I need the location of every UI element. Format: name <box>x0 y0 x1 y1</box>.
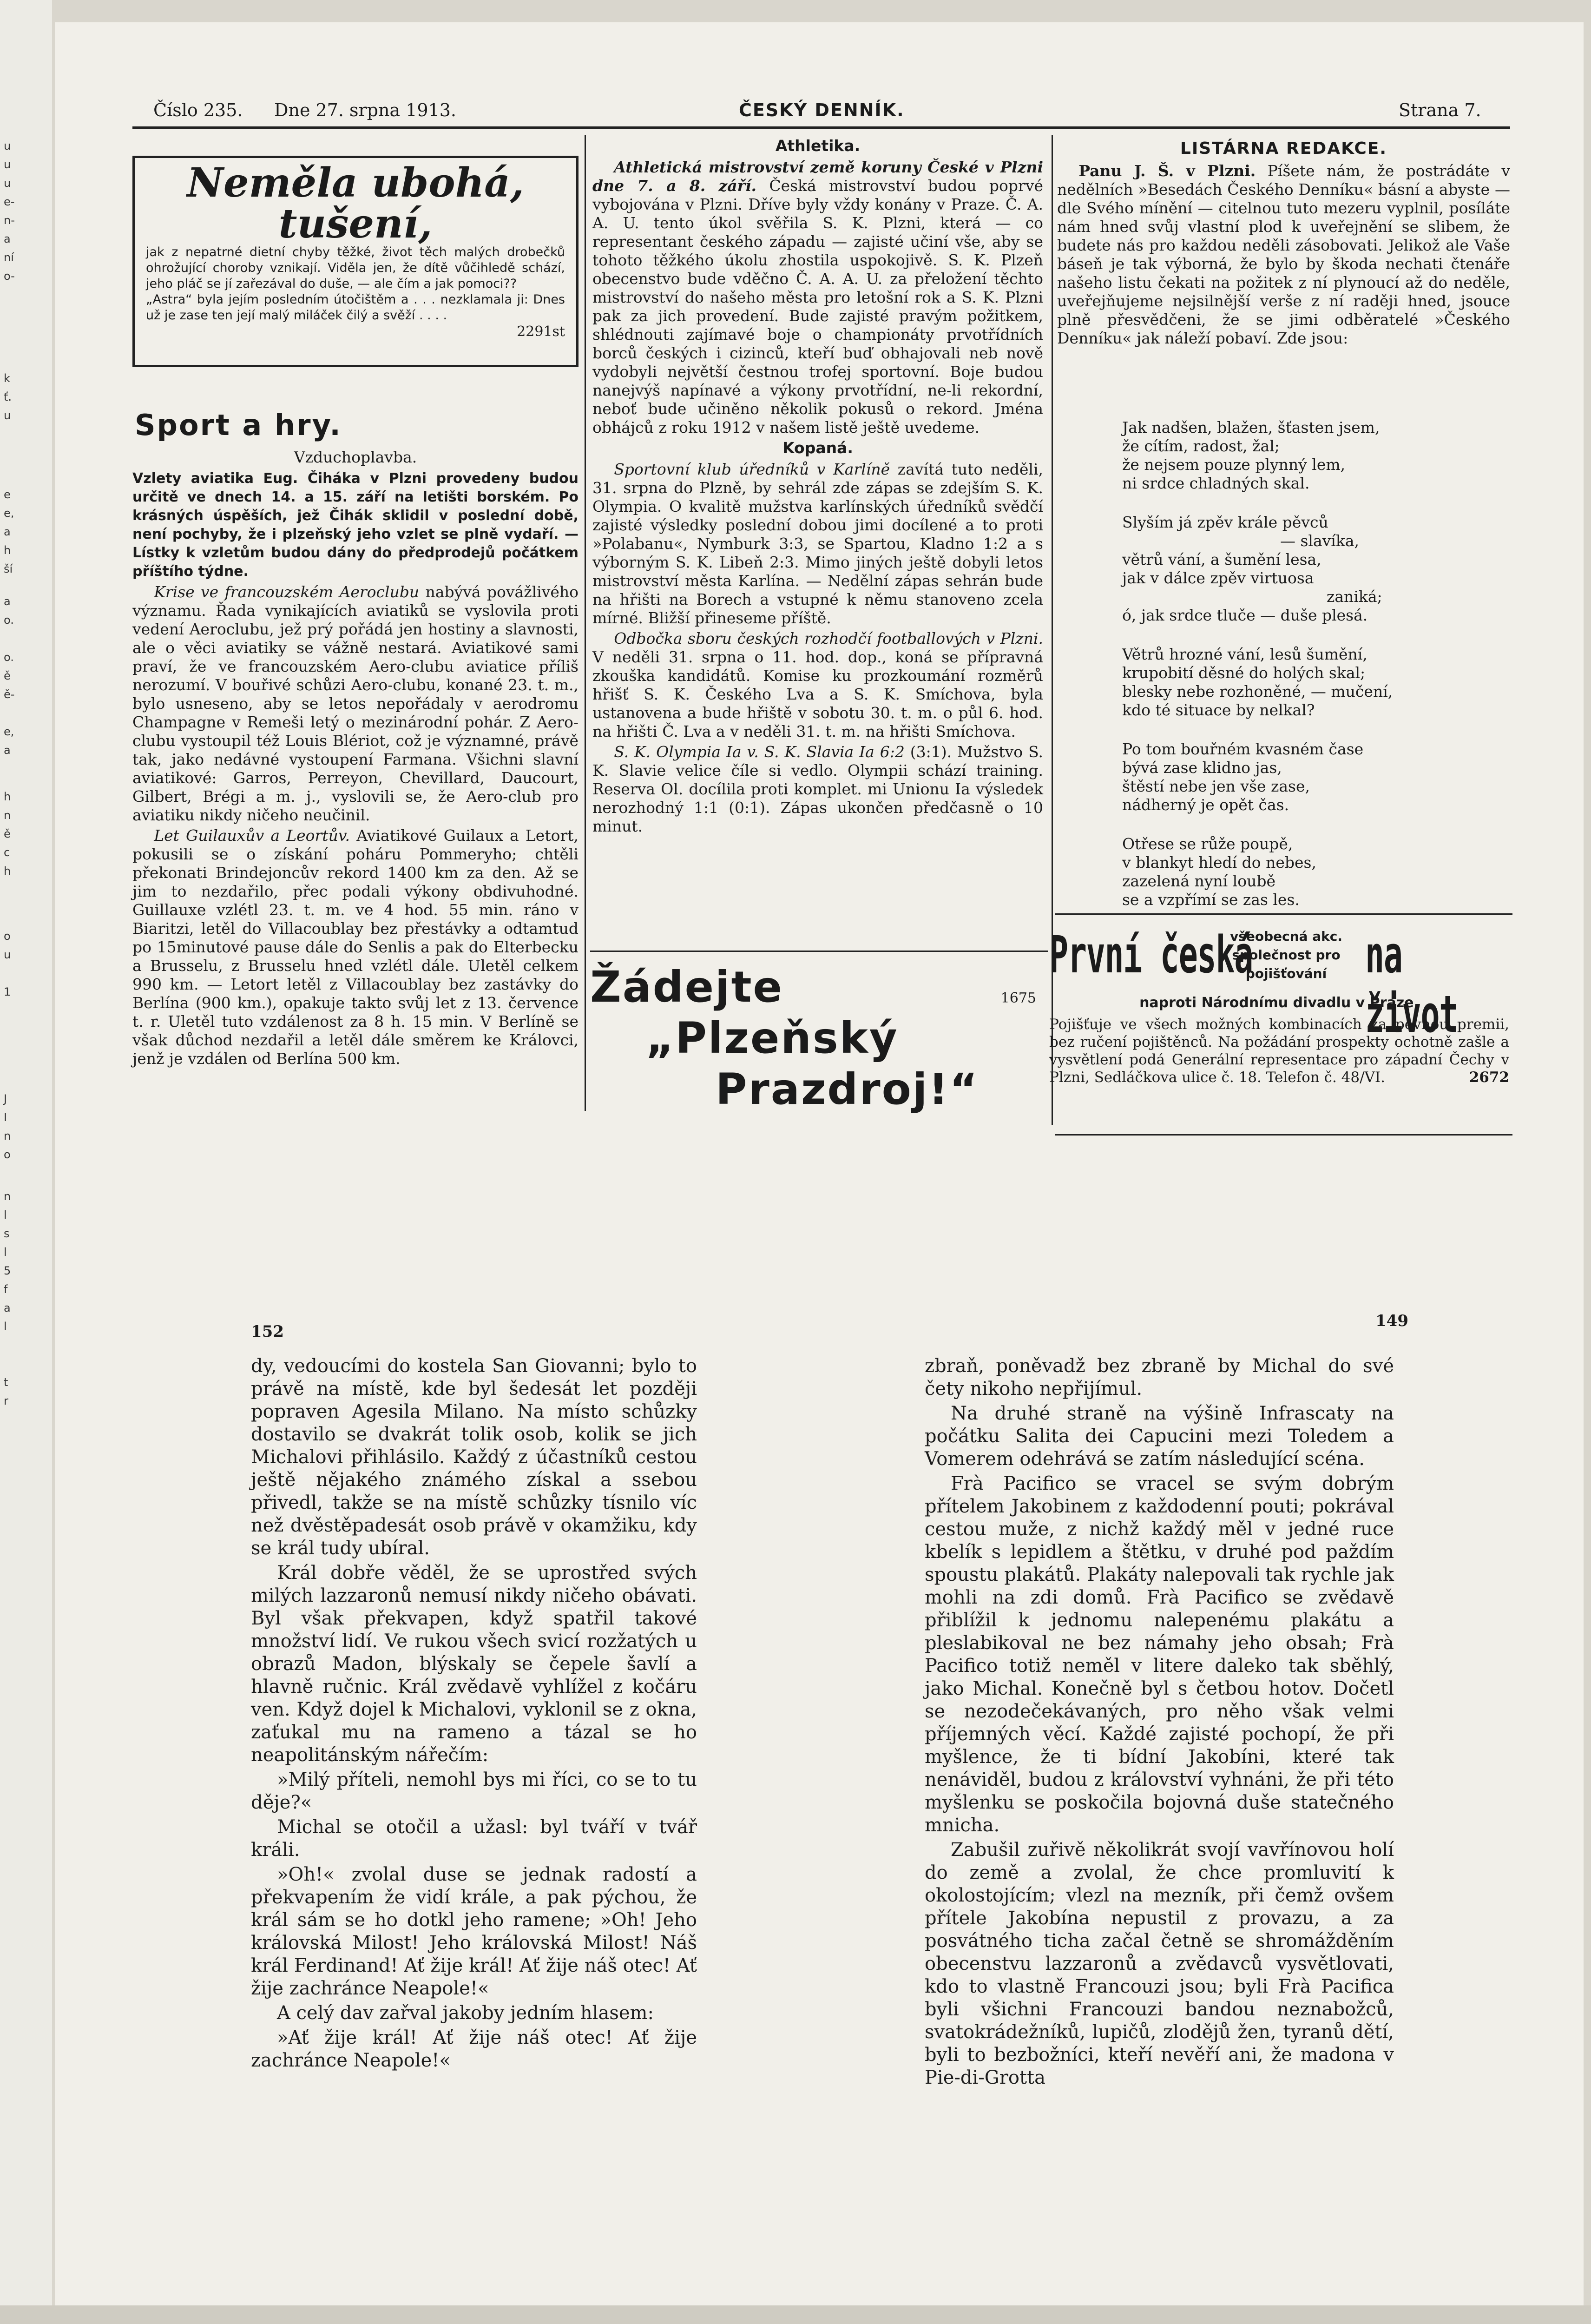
astra-text: jak z nepatrné dietní chyby těžké, život těch malých drobečků ohrožující choroby vznikají. Viděla jen, že dítě vůčihledě schází, jeho pláč se jí zařezával do duše, — ale čím a jak pomoci?? <box>146 245 565 291</box>
poem-line: ni srdce chladných skal. <box>1122 474 1310 492</box>
novel-left-p5: »Oh!« zvolal duse se jednak radostí a překvapením že vidí krále, a pak pýchou, že král sám se ho dotkl jeho ramene; »Oh! Jeho královská Milost! Jeho královská Milost! Náš král Ferdinand! Ať žije král! Ať žije náš otec! Ať žije zachránce Neapole!« <box>251 1864 697 1999</box>
novel-left-p2: Král dobře věděl, že se uprostřed svých milých lazzaronů nemusí nikdy ničeho obávati. Byl však překvapen, když spatřil takové množství lidí. Ve rukou všech svicí rozžatých u obrazů Madon, blýskaly se čepele šavlí a hlavně ručnic. Král zvědavě vyhlížel z kočáru ven. Když dojel k Michalovi, vyklonil se z okna, zaťukal mu na rameno a tázal se ho neapolitánským nářečím: <box>251 1562 697 1766</box>
poem-line: ó, jak srdce tluče — duše plesá. <box>1122 606 1368 624</box>
football-p4 <box>592 743 1043 836</box>
poem-stanza <box>1122 740 1503 814</box>
issue-date: Dne 27. srpna 1913. <box>274 100 457 120</box>
folio-left: 152 <box>251 1322 284 1341</box>
football-p2 <box>592 460 1043 627</box>
poem-line: v blankyt hledí do nebes, <box>1122 853 1316 872</box>
poem <box>1122 418 1503 930</box>
aviation-heading: Vzduchoplavba. <box>294 448 417 466</box>
poem-line: větrů vání, a šumění lesa, <box>1122 550 1321 568</box>
insurance-body <box>1049 1016 1509 1086</box>
poem-line: bývá zase klidno jas, <box>1122 759 1282 777</box>
column-divider-1 <box>585 135 586 1111</box>
poem-line: Větrů hrozné vání, lesů šumění, <box>1122 645 1367 663</box>
poem-stanza <box>1122 418 1503 493</box>
insurance-body-text: Pojišťuje ve všech možných kombinacích za pevnou premii, bez ručení pojištěnců. Na požádání prospekty ochotně zašle a vysvětlení podá Generální representace pro západní Čechy v Plzni, Sedláčkova ulice č. 18. Telefon č. 48/VI. <box>1049 1016 1509 1086</box>
novel-right-p2: Na druhé straně na výšině Infrascaty na počátku Salita dei Capucini mezi Toledem a Vomerem odehrává se zatím následující scéna. <box>925 1403 1394 1470</box>
novel-left-p7: »Ať žije král! Ať žije náš otec! Ať žije zachránce Neapole!« <box>251 2027 697 2071</box>
listarna-p1 <box>1057 162 1510 348</box>
aviation-p3-body: Aviatikové Guilaux a Letort, pokusili se o získání poháru Pommeryho; chtěli překonati Brindejoncův rekord 1400 km za den. Až se jim to nezdařilo, přec podali výkony obdivuhodné. Guillauxe vzlétl 23. t. m. ve 4 hod. 55 min. ráno v Biaritzi, letěl do Villacoublay bez přestávky a odtamtud po 15minutové pause dále do Senlis a pak do Elterbecku a Brusselu, z Brusselu hned vzlétl dále. Uletěl celkem 990 km. — Letort letěl z Villacoublay bez zastávky do Berlína (900 km.), opakuje takto svůj let z 13. července t. r. Uletěl tuto vzdálenost za 8 h. 15 min. V Berlíně se však důchod nezdařil a letěl dále směrem ke Královci, jenž je vzdálen od Berlína 500 km. <box>132 826 579 1068</box>
poem-line: Jak nadšen, blažen, šťasten jsem, <box>1122 418 1380 436</box>
previous-page-edge: u u u e- n- a ní o- k ť. u e e, a h ší a o. o. ě ě- e, a h n ě c h o u 1 J I n o n l s l 5 f a l t r <box>0 0 52 2324</box>
poem-line: blesky nebe rozhoněné, — mučení, <box>1122 682 1393 700</box>
scan-bottom-edge <box>0 2305 1591 2324</box>
column-athletics <box>592 135 1043 838</box>
poem-line: jak v dálce zpěv virtuosa <box>1122 569 1314 587</box>
football-p3-body: V neděli 31. srpna o 11. hod. dop., koná se přípravná zkouška kandidátů. Komise ku prozkoumání rozměrů hřišť S. K. Českého Lva a S. K. Smíchova, byla ustanovena a bude hřiště v sobotu 30. t. m. o půl 6. hod. na hřišti Č. Lva a v neděli 31. t. m. na hřišti Smíchova. <box>592 648 1043 740</box>
insurance-ad-top-rule <box>1055 913 1512 915</box>
sport-heading: Sport a hry. <box>135 408 342 442</box>
poem-line: nádherný je opět čas. <box>1122 796 1289 814</box>
insurance-small-3: pojišťování <box>1245 966 1327 981</box>
novel-left-p3: »Milý příteli, nemohl bys mi říci, co se to tu děje?« <box>251 1769 697 1813</box>
football-p2-body: zavítá tuto neděli, 31. srpna do Plzně, by sehrál zde zápas se zdejším S. K. Olympia. O kvalitě mužstva karlínských úředníků svědčí zajisté výsledky poslední dobou jimi docílené a to proti »Polabanu«, Nymburk 3:3, se Spartou, Kladno 1:2 a s výborným S. K. Libeň 2:3. Mimo jiných ještě dobyli letos mistrovství města Karlína. — Nedělní zápas sehrán bude na hřišti na Borech a vstupné k němu stanoveno zcela mírné. Bližší přineseme příště. <box>592 460 1044 627</box>
insurance-small-2: společnost pro <box>1232 947 1341 963</box>
poem-line: štěstí nebe jen vše zase, <box>1122 777 1310 795</box>
prazdroj-line-3: Prazdroj!“ <box>716 1064 979 1114</box>
poem-stanza <box>1122 645 1503 720</box>
novel-right-column <box>925 1355 1394 2091</box>
aviation-p2-lead: Krise ve francouzském Aeroclubu <box>154 583 420 601</box>
poem-line: zaniká; <box>1327 588 1382 606</box>
football-heading: Kopaná. <box>782 439 853 457</box>
issue-number: Číslo 235. <box>153 100 243 120</box>
page-number: Strana 7. <box>1399 100 1481 120</box>
aviation-p2 <box>132 583 579 825</box>
football-p4-lead: S. K. Olympia Ia v. S. K. Slavia Ia 6:2 <box>614 743 905 761</box>
football-p4-body: (3:1). Mužstvo S. K. Slavie velice číle si vedlo. Olympii schází training. Reserva Ol. docílila proti komplet. mi Unionu Ia výsledek nerozhodný 1:1 (0:1). Zápas ukončen předčasně o 10 minut. <box>592 743 1044 835</box>
folio-right: 149 <box>1375 1312 1408 1330</box>
insurance-code: 2672 <box>1469 1069 1509 1086</box>
prazdroj-code: 1675 <box>1000 990 1036 1006</box>
header-rule <box>132 126 1510 129</box>
athletics-p1 <box>592 158 1043 437</box>
astra-advertisement <box>132 156 579 367</box>
poem-line: kdo té situace by nelkal? <box>1122 701 1315 719</box>
poem-stanza <box>1122 835 1503 909</box>
listarna-p1-body: Píšete nám, že postrádáte v nedělních »Besedách Českého Denníku« básní a abyste — dle Svého mínění — citelnou tuto mezeru vyplnil, posíláte nám hned svůj vlastní plod k uveřejnění se slibem, že budete nás pro každou neděli zásobovati. Jelikož ale Vaše báseň je tak výborná, že bylo by škoda nechati čtenáře našeho listu čekati na požitek z ní plynoucí až do neděle, uveřejňujeme nejsilnější verše z ní raději hned, jsouce plně přesvědčeni, že se jimi odběratelé »Českého Denníku« jak náleží pobaví. Zde jsou: <box>1057 162 1511 347</box>
athletics-p1-body: Česká mistrovství budou poprvé vybojována v Plzni. Dříve byly vždy konány v Praze. Č. A. A. U. tento úkol svěřila S. K. Plzni, která — co representant českého západu — zajisté učiní vše, aby se tohoto těžkého úkolu zhostila uspokojivě. S. K. Plzeň obecenstvo bude vděčno Č. A. A. U. za přeložení těchto mistrovství do našeho města pro letošní rok a S. K. Plzni pak za jich provedení. Bude zajisté pravým požitkem, shlédnouti zajímavé boje o championáty prvotřídních borců českých i cizinců, kteří buď obhajovali neb nově vydobyli největší čestnou trofej sportovní. Boje budou nanejvýš napínavé a výkony prvotřídní, ne-li rekordní, neboť bude učiněno několik pokusů o rekord. Jména obhájců z roku 1912 v našem listě ještě uvedeme. <box>592 177 1043 436</box>
newspaper-title: ČESKÝ DENNÍK. <box>739 100 905 120</box>
insurance-advertisement <box>1049 925 1509 1143</box>
aviation-p3-lead: Let Guilauxův a Leortův. <box>154 826 350 845</box>
listarna-heading: LISTÁRNA REDAKCE. <box>1180 139 1387 158</box>
astra-text-2: „Astra“ byla jejím posledním útočištěm a . . . nezklamala ji: Dnes už je zase ten její malý miláček čilý a svěží . . . . <box>146 292 565 323</box>
poem-line: krupobití děsné do holých skal; <box>1122 664 1366 682</box>
column-aviation <box>132 446 579 1070</box>
column-listarna <box>1057 139 1510 350</box>
insurance-small-1: všeobecná akc. <box>1229 929 1343 944</box>
poem-line: že nejsem pouze plynný lem, <box>1122 456 1346 474</box>
novel-right-p3: Frà Pacifico se vracel se svým dobrým přítelem Jakobinem z každodenní pouti; pokrával cestou muže, z nichž každý měl v jedné ruce kbelík s lepidlem a štětku, v druhé pod paždím spoustu plakátů. Plakáty nalepovali tak rychle jak mohli na zdi domů. Frà Pacifico se zvědavě přiblížil k jednomu nalepenému plakátu a pleslabikoval ne bez námahy jeho obsah; Frà Pacifico totiž neměl v litere daleko tak sběhlý, jako Michal. Konečně byl s četbou hotov. Dočetl se nezodečekávaných, pro něho však velmi příjemných věcí. Každé zajisté pochopí, že při myšlence, že ti bídní Jakobíni, které tak nenáviděl, budou z království vyhnáni, že při této myšlenku se poskočila bojovná duše statečného mnicha. <box>925 1473 1394 1836</box>
poem-line: Po tom bouřném kvasném čase <box>1122 740 1364 758</box>
prazdroj-line-2: „Plzeňský <box>646 1013 899 1063</box>
football-p3-lead: Odbočka sboru českých rozhodčí footballových v Plzni. <box>614 629 1043 647</box>
novel-left-column <box>251 1355 697 2074</box>
athletics-heading: Athletika. <box>775 137 861 155</box>
aviation-p2-body: nabývá povážlivého významu. Řada vynikajících aviatiků se vyslovila proti vedení Aeroclubu, jež prý pořádá jen hostiny a slavnosti, ale o věci aviatiky se vážně nestará. Aviatikové sami praví, že ve francouzském Aero-clubu aviatice příliš nerozumí. V bouřivé schůzi Aero-clubu, konané 23. t. m., bylo usneseno, aby se letos nepořádaly v aerodromu Champagne v Remeši letý o mezinárodní pohár. Z Aero-clubu vystoupil též Louis Blériot, což je významné, právě tak, jako nedávné vystoupení Farmana. Všichni slavní aviatikové: Garros, Perreyon, Chevillard, Daucourt, Gilbert, Brégi a m. j., vyslovili se, že Aero-club pro aviatiku nikdy ničeho neučinil. <box>132 583 579 824</box>
prazdroj-line-1: Žádejte <box>590 962 783 1012</box>
astra-title-1: Neměla ubohá, <box>187 159 524 206</box>
football-p2-lead: Sportovní klub úředníků v Karlíně <box>614 460 890 478</box>
insurance-address: naproti Národnímu divadlu v Praze. <box>1139 995 1419 1011</box>
insurance-big-2: na život <box>1365 925 1458 1044</box>
poem-line: se a vzpřímí se zas les. <box>1122 891 1300 909</box>
listarna-p1-lead: Panu J. Š. v Plzni. <box>1078 162 1256 180</box>
poem-line: že cítím, radost, žal; <box>1122 437 1280 455</box>
athletics-p1-lead: Athletická mistrovství země koruny České v Plzni dne 7. a 8. září. <box>592 158 1043 195</box>
insurance-ad-bottom-rule <box>1055 1134 1512 1136</box>
poem-line: Slyším já zpěv krále pěvců <box>1122 513 1328 531</box>
novel-right-p1: zbraň, poněvadž bez zbraně by Michal do své čety nikoho nepřijímul. <box>925 1355 1394 1400</box>
football-p3 <box>592 629 1043 741</box>
poem-line: zazelená nyní loubě <box>1122 872 1275 890</box>
aviation-p1: Vzlety aviatika Eug. Čiháka v Plzni provedeny budou určitě ve dnech 14. a 15. září na letišti borském. Po krásných úspěších, jež Čihák sklidil v poslední době, není pochyby, že i plzeňský jeho vzlet se plně vydaří. — Lístky k vzletům budou dány do předprodejů počátkem příštího týdne. <box>132 470 579 580</box>
aviation-p3 <box>132 826 579 1068</box>
novel-left-p1: dy, vedoucími do kostela San Giovanni; bylo to právě na místě, kde byl šedesát let později popraven Agesila Milano. Na místo schůzky dostavilo se dvakrát tolik osob, kolik se jich Michalovi přihlásilo. Každý z účastníků cestou ještě nějakého známého získal a ssebou přivedl, takže se na místě schůzky tísnilo víc než dvěstěpadesát osob právě v okamžiku, kdy se král tudy ubíral. <box>251 1355 697 1559</box>
insurance-big-1: První česká <box>1049 925 1253 984</box>
novel-left-p4: Michal se otočil a užasl: byl tváří v tvář králi. <box>251 1816 697 1861</box>
poem-line: — slavíka, <box>1280 532 1360 550</box>
astra-title-2: tušení, <box>278 200 433 247</box>
novel-right-p4: Zabušil zuřivě několikrát svojí vavřínovou holí do země a zvolal, že chce promluvití k okolostojícím; vlezl na mezník, při čemž ovšem přítele Jakobína nepustil z provazu, a za posvátného ticha začal četně se shromážděním obecenstvu lazzaronů a zvědavců vysvětlovati, kdo to vlastně Francouzi jsou; byli Frà Pacifica byli všichni Francouzi bandou neznabožců, svatokrádežníků, lupičů, zlodějů žen, tyranů dětí, byli to bezbožníci, kteří nevěří ani, že madona v Pie-di-Grotta <box>925 1839 1394 2088</box>
poem-stanza <box>1122 513 1503 625</box>
novel-left-p6: A celý dav zařval jakoby jedním hlasem: <box>277 2002 654 2024</box>
poem-line: Otřese se růže poupě, <box>1122 835 1293 853</box>
beer-ad-top-rule <box>590 951 1048 952</box>
astra-code: 2291st <box>517 324 565 340</box>
prazdroj-advertisement <box>590 962 1036 1134</box>
